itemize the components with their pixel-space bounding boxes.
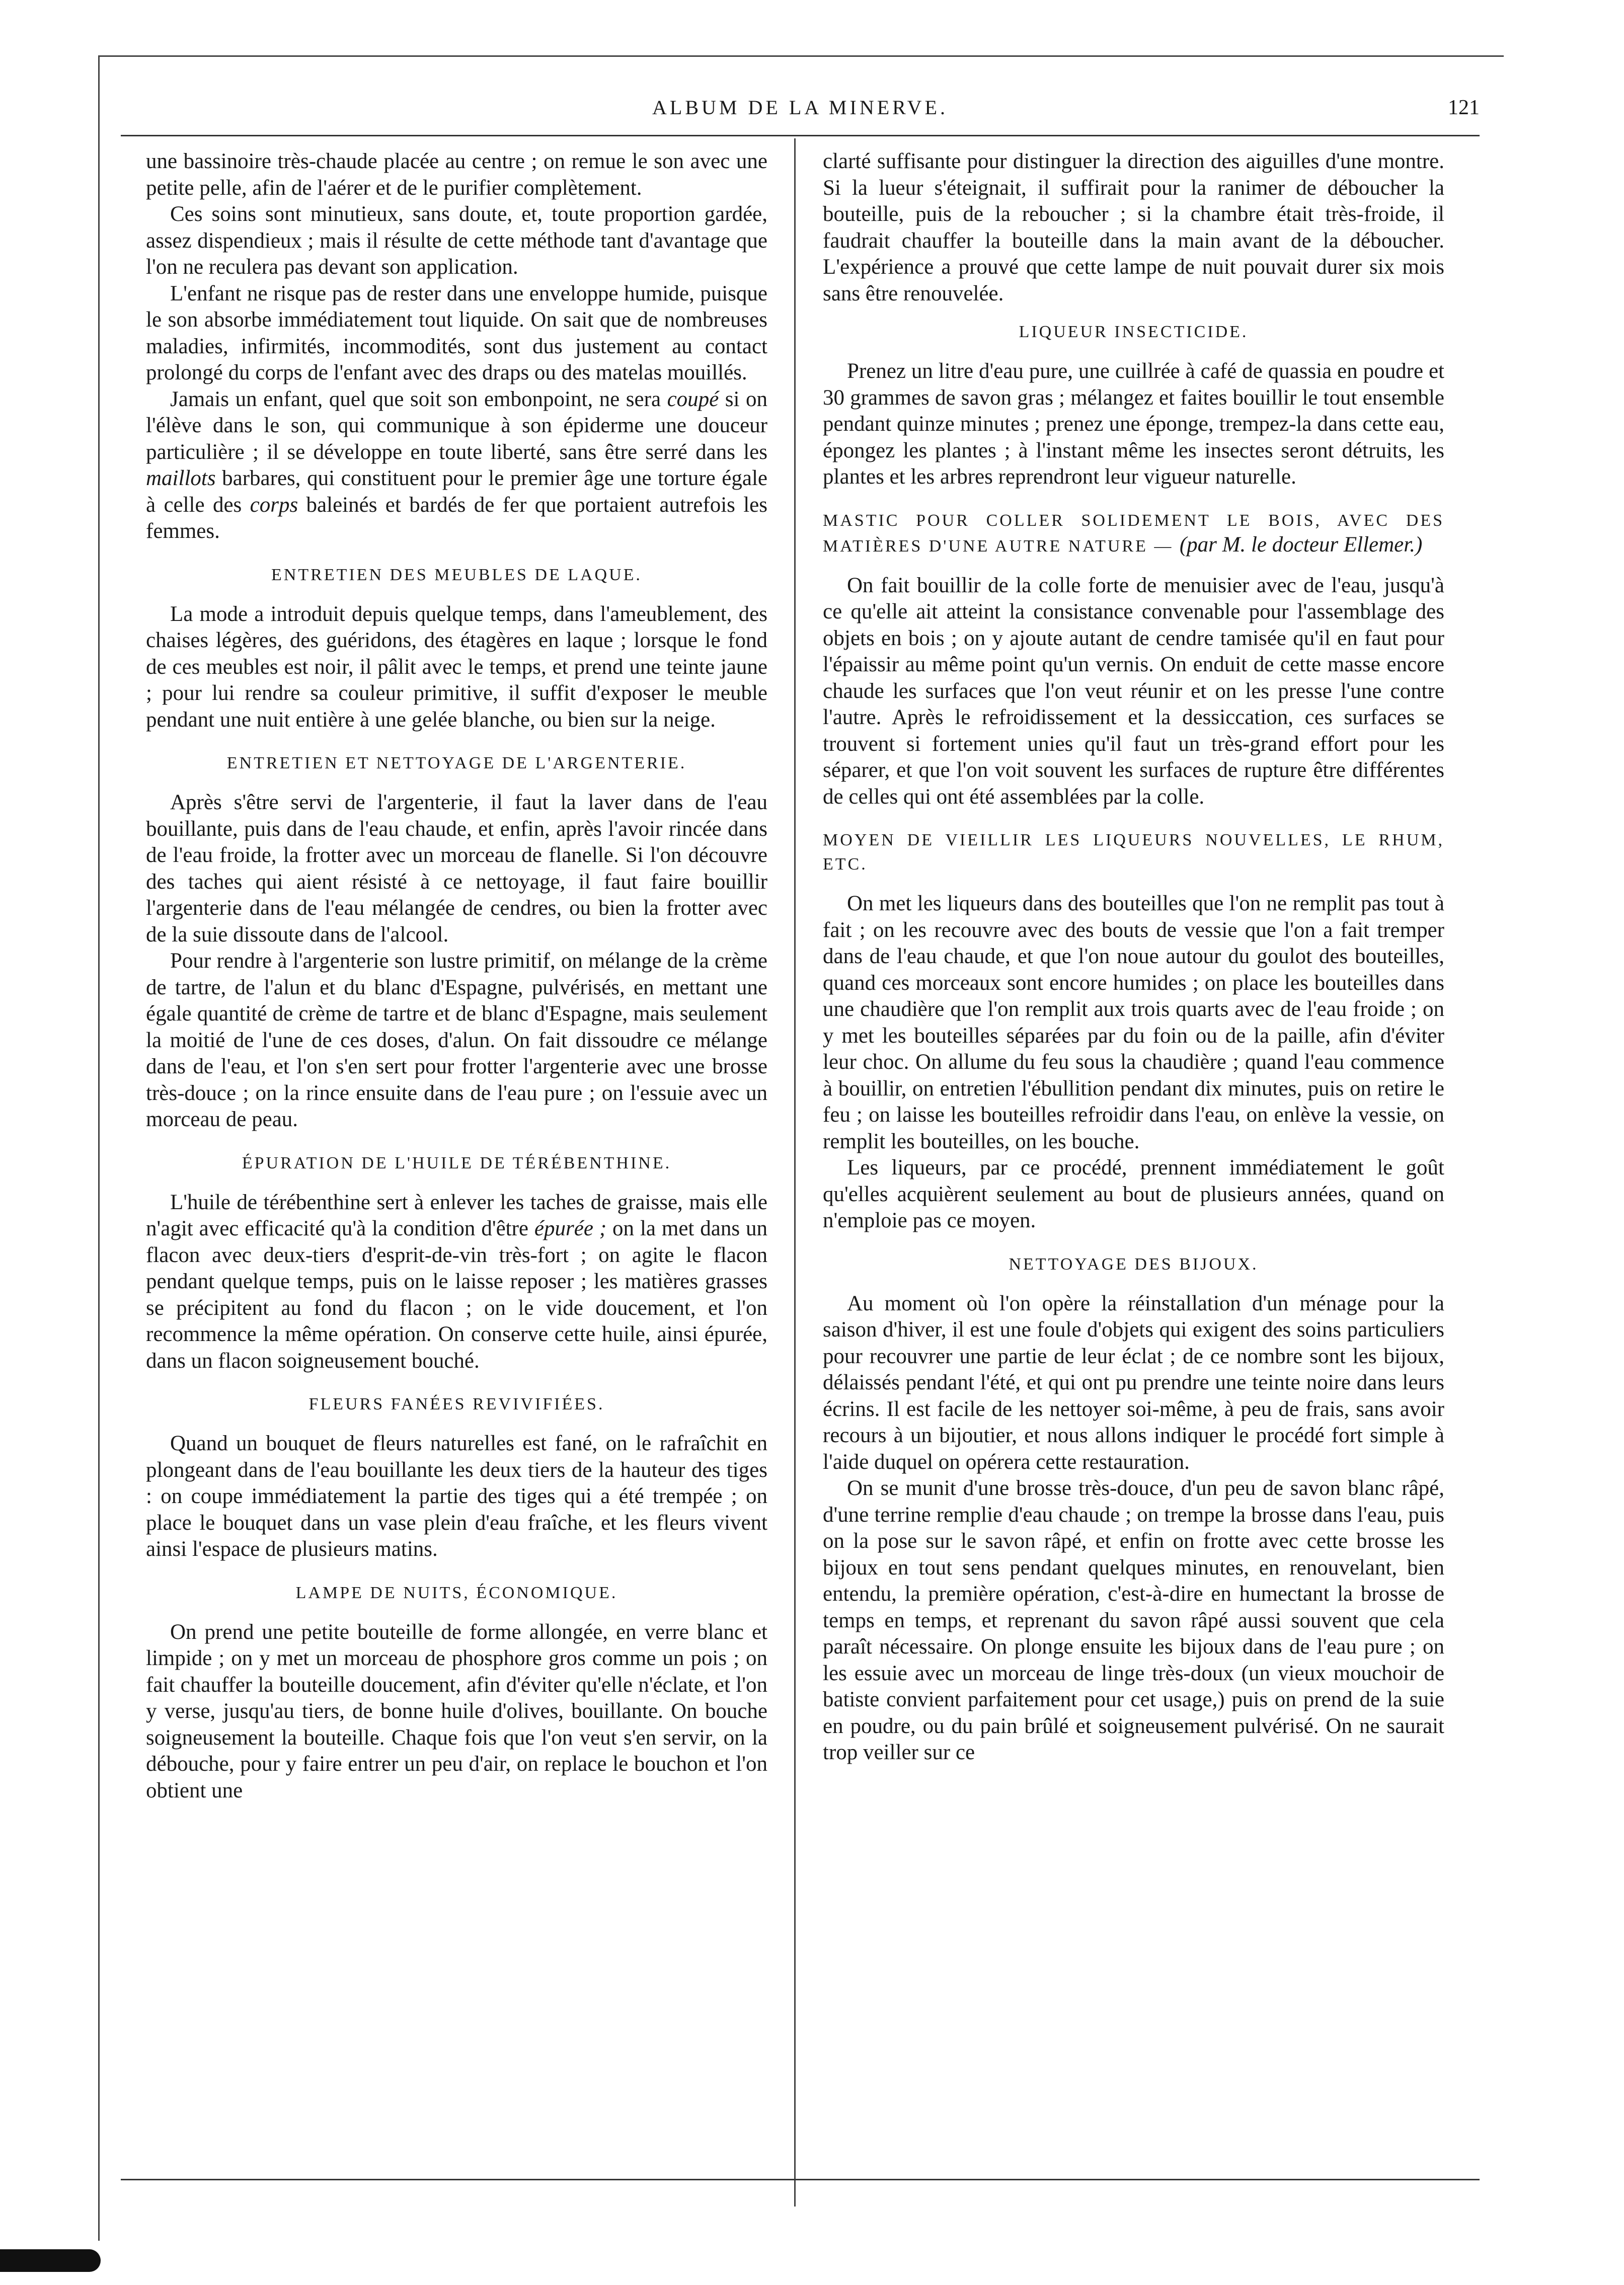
paragraph-liqueurs-2: Les liqueurs, par ce procédé, prennent immédiatement le goût qu'elles acquièrent seulement au bout de plusieurs années, quand on n'emploie pas ce moyen. <box>823 1156 1444 1232</box>
column-divider <box>794 138 796 2207</box>
paragraph-soins: Ces soins sont minutieux, sans doute, et, toute proportion gardée, assez dispendieux ; mais il résulte de cette méthode tant d'avantage que l'on ne reculera pas devant son application. <box>146 202 767 279</box>
text-run: Jamais un enfant, quel que soit son embonpoint, ne sera <box>170 387 667 411</box>
paragraph-bassinoire: une bassinoire très-chaude placée au centre ; on remue le son avec une petite pelle, afin de l'aérer et de le purifier complètement. <box>146 149 767 200</box>
heading-liqueur-insecticide: LIQUEUR INSECTICIDE. <box>1019 323 1249 341</box>
heading-argenterie: ENTRETIEN ET NETTOYAGE DE L'ARGENTERIE. <box>226 754 687 772</box>
bottom-rule <box>121 2179 1480 2180</box>
paragraph-enfant: L'enfant ne risque pas de rester dans une enveloppe humide, puisque le son absorbe immédiatement tout liquide. On sait que de nombreuses maladies, infirmités, incommodités, sont dus justement au contact prolongé du corps de l'enfant avec des draps ou des matelas mouillés. <box>146 281 767 384</box>
paragraph-huile <box>146 1190 767 1375</box>
heading-lampe-nuits: LAMPE DE NUITS, ÉCONOMIQUE. <box>295 1583 618 1602</box>
paragraph-bijoux-2: On se munit d'une brosse très-douce, d'un peu de savon blanc râpé, d'une terrine remplie d'eau chaude ; on trempe la brosse dans l'eau, puis on la pose sur le savon râpé, et enfin on frotte avec cette brosse les bijoux en tout sens pendant quelques minutes, en renouvelant, bien entendu, la première opération, c'est-à-dire en humectant la brosse de temps en temps, et reprenant du savon râpé aussi souvent que cela paraît nécessaire. On plonge ensuite les bijoux dans de l'eau pure ; on les essuie avec un morceau de linge très-doux (un vieux mouchoir de batiste convient parfaitement pour cet usage,) puis on prend de la suie en poudre, ou du pain brûlé et soigneusement pulvérisé. On ne saurait trop veiller sur ce <box>823 1476 1444 1764</box>
text-run: on la met dans un flacon avec deux-tiers d'esprit-de-vin très-fort ; on agite le flacon pendant quelque temps, puis on le laisse reposer ; les matières grasses se précipitent au fond du flacon ; on le vide doucement, et l'on recommence la même opération. On conserve cette huile, ainsi épurée, dans un flacon soigneusement bouché. <box>146 1217 767 1373</box>
italic-word: épurée ; <box>534 1217 607 1240</box>
heading-huile-terebenthine: ÉPURATION DE L'HUILE DE TÉRÉBENTHINE. <box>242 1153 672 1172</box>
page-number: 121 <box>1448 96 1480 119</box>
paragraph-fleurs: Quand un bouquet de fleurs naturelles est fané, on le rafraîchit en plongeant dans de l'eau bouillante les deux tiers de la hauteur des tiges : on coupe immédiatement la partie des tiges qui a été trempée ; on place le bouquet dans un vase plein d'eau fraîche, et les fleurs vivent ainsi l'espace de plusieurs matins. <box>146 1432 767 1561</box>
paragraph-mastic: On fait bouillir de la colle forte de menuisier avec de l'eau, jusqu'à ce qu'elle ait atteint la consistance convenable pour l'assemblage des objets en bois ; on y ajoute autant de cendre tamisée qu'il en faut pour l'épaissir au même point qu'un vernis. On enduit de cette masse encore chaude les surfaces que l'on veut réunir et on les presse l'une contre l'autre. Après le refroidissement et la dessiccation, ces surfaces se trouvent si fortement unies qu'il faut un très-grand effort pour les séparer, et que l'on voit souvent les surfaces de rupture être différentes de celles qui ont été assemblées par la colle. <box>823 573 1444 809</box>
paragraph-liqueurs-1: On met les liqueurs dans des bouteilles que l'on ne remplit pas tout à fait ; on les recouvre avec des bouts de vessie que l'on a fait tremper dans de l'eau chaude, et que l'on noue autour du goulot des bouteilles, quand ces morceaux sont encore humides ; on place les bouteilles dans une chaudière que l'on remplit aux trois quarts avec de l'eau froide ; on y met les bouteilles séparées par du foin ou de la paille, afin d'éviter leur choc. On allume du feu sous la chaudière ; quand l'eau commence à bouillir, on entretien l'ébullition pendant dix minutes, puis on retire le feu ; on laisse les bouteilles refroidir dans l'eau, on enlève la vessie, on remplit les bouteilles, on les bouche. <box>823 892 1444 1153</box>
italic-word: maillots <box>146 466 216 490</box>
italic-word: coupé <box>667 387 719 411</box>
running-title: ALBUM DE LA MINERVE. <box>652 96 948 119</box>
header-rule <box>121 135 1480 136</box>
text-run: baleinés et bardés de fer que portaient autrefois les femmes. <box>146 493 767 543</box>
text-run: si on l'élève dans le son, qui communique à son épiderme une douceur particulière ; il se développe en toute liberté, sans être serré dans les <box>146 387 767 464</box>
heading-mastic <box>823 509 1444 559</box>
italic-word: corps <box>250 493 298 517</box>
heading-fleurs-fanees: FLEURS FANÉES REVIVIFIÉES. <box>308 1395 605 1413</box>
left-column <box>146 148 767 1804</box>
right-column <box>823 148 1444 1766</box>
heading-mastic-author: (par M. le docteur Ellemer.) <box>1179 532 1423 557</box>
paragraph-clarte: clarté suffisante pour distinguer la direction des aiguilles d'une montre. Si la lueur s'éteignait, il suffirait pour la ranimer de déboucher la bouteille, puis de la reboucher ; si la chambre était très-froide, il faudrait chauffer la bouteille dans la main avant de la déboucher. L'expérience a prouvé que cette lampe de nuit pouvait durer six mois sans être renouvelée. <box>823 149 1444 305</box>
heading-meubles-laque: ENTRETIEN DES MEUBLES DE LAQUE. <box>271 565 642 584</box>
paragraph-laque: La mode a introduit depuis quelque temps, dans l'ameublement, des chaises légères, des guéridons, des étagères en laque ; lorsque le fond de ces meubles est noir, il pâlit avec le temps, et prend une teinte jaune ; pour lui rendre sa couleur primitive, il suffit d'exposer le meuble pendant une nuit entière à une gelée blanche, ou bien sur la neige. <box>146 602 767 732</box>
paragraph-jamais <box>146 386 767 545</box>
paragraph-bijoux-1: Au moment où l'on opère la réinstallation d'un ménage pour la saison d'hiver, il est une foule d'objets qui exigent des soins particuliers pour recouvrer une partie de leur éclat ; de ce nombre sont les bijoux, délaissés pendant l'été, et qui ont pu prendre une teinte noire dans leurs écrins. Il est facile de les nettoyer soi-même, à peu de frais, sans avoir recours à un bijoutier, et nous allons indiquer le procédé fort simple à l'aide duquel on opérera cette restauration. <box>823 1291 1444 1474</box>
page-header <box>121 86 1480 131</box>
text-run: L'huile de térébenthine sert à enlever les taches de graisse, mais elle n'agit avec efficacité qu'à la condition d'être <box>146 1190 767 1240</box>
heading-vieillir-liqueurs: MOYEN DE VIEILLIR LES LIQUEURS NOUVELLES, LE RHUM, ETC. <box>823 831 1444 874</box>
scan-edge-mark <box>0 2249 101 2272</box>
paragraph-insecticide: Prenez un litre d'eau pure, une cuillrée à café de quassia en poudre et 30 grammes de savon gras ; mélangez et faites bouillir le tout ensemble pendant quinze minutes ; prenez une éponge, trempez-la dans cette eau, épongez les plantes ; à l'instant même les insectes seront détruits, les plantes et les arbres reprendront leur vigueur naturelle. <box>823 359 1444 489</box>
paragraph-lampe: On prend une petite bouteille de forme allongée, en verre blanc et limpide ; on y met un morceau de phosphore gros comme un pois ; on fait chauffer la bouteille doucement, afin d'éviter qu'elle n'éclate, et l'on y verse, jusqu'au tiers, de bonne huile d'olives, bouillante. On bouche soigneusement la bouteille. Chaque fois que l'on veut s'en servir, on la débouche, pour y faire entrer un peu d'air, on replace le bouchon et l'on obtient une <box>146 1620 767 1802</box>
text-run: barbares, qui constituent pour le premier âge une torture égale à celle des <box>146 466 767 517</box>
heading-mastic-title: MASTIC POUR COLLER SOLIDEMENT LE BOIS, AVEC DES MATIÈRES D'UNE AUTRE NATURE — <box>823 511 1444 556</box>
heading-nettoyage-bijoux: NETTOYAGE DES BIJOUX. <box>1009 1254 1259 1274</box>
paragraph-argenterie-2: Pour rendre à l'argenterie son lustre primitif, on mélange de la crème de tartre, de l'alun et du blanc d'Espagne, pulvérisés, en mettant une égale quantité de crème de tartre et de blanc d'Espagne, mais seulement la moitié de l'une de ces doses, d'alun. On fait dissoudre ce mélange dans de l'eau, et l'on s'en sert pour frotter l'argenterie avec une brosse très-douce ; on la rince ensuite dans de l'eau pure ; on l'essuie avec un morceau de peau. <box>146 949 767 1131</box>
paragraph-argenterie-1: Après s'être servi de l'argenterie, il faut la laver dans de l'eau bouillante, puis dans de l'eau chaude, et enfin, après l'avoir rincée dans de l'eau froide, la frotter avec un morceau de flanelle. Si l'on découvre des taches qui aient résisté à ce nettoyage, il faut faire bouillir l'argenterie dans de l'eau mélangée de cendres, ou bien la frotter avec de la suie dissoute dans de l'alcool. <box>146 791 767 947</box>
